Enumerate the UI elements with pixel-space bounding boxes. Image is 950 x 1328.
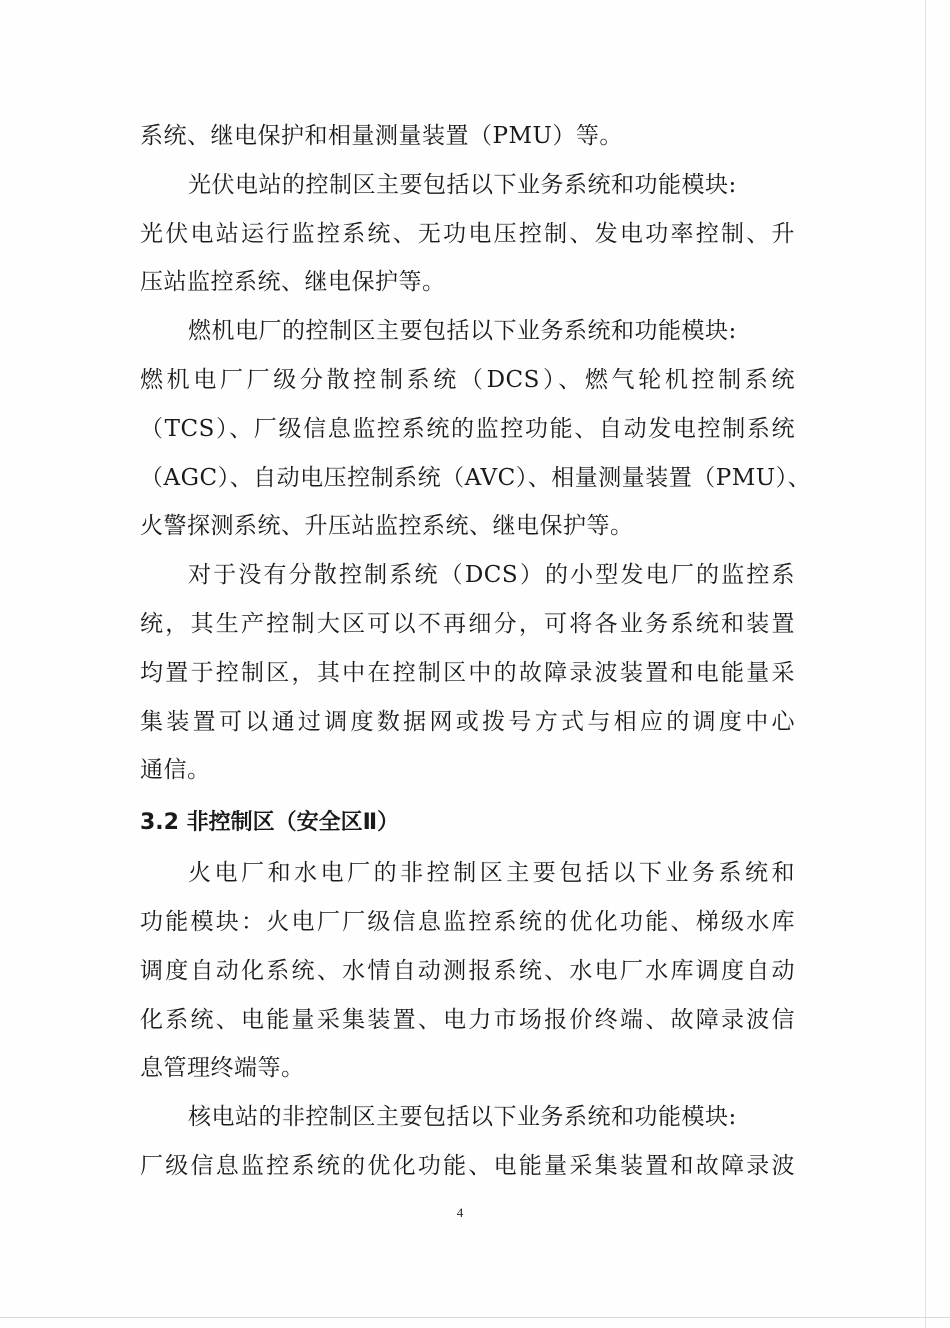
text-line: 对于没有分散控制系统（DCS）的小型发电厂的监控系: [188, 562, 795, 589]
text-line: 压站监控系统、继电保护等。: [140, 269, 446, 296]
text-line: 系统、继电保护和相量测量装置（PMU）等。: [140, 123, 623, 149]
section-heading: 3.2 非控制区（安全区Ⅱ）: [140, 810, 400, 836]
text-line: 核电站的非控制区主要包括以下业务系统和功能模块:: [188, 1104, 737, 1131]
text-line: 火警探测系统、升压站监控系统、继电保护等。: [140, 513, 634, 540]
page-number: 4: [456, 1205, 464, 1220]
text-line: 功能模块：火电厂厂级信息监控系统的优化功能、梯级水库: [140, 908, 795, 935]
scan-edge-divider: [0, 1317, 950, 1318]
text-line: 燃机电厂的控制区主要包括以下业务系统和功能模块:: [188, 318, 737, 345]
text-line: 通信。: [140, 757, 211, 784]
scan-edge-divider: [925, 0, 926, 1328]
text-line: 燃机电厂厂级分散控制系统（DCS）、燃气轮机控制系统: [140, 366, 795, 393]
text-line: 火电厂和水电厂的非控制区主要包括以下业务系统和: [188, 860, 795, 887]
text-line: （TCS）、厂级信息监控系统的监控功能、自动发电控制系统: [140, 415, 795, 442]
text-line: 息管理终端等。: [140, 1055, 305, 1082]
text-line: 厂级信息监控系统的优化功能、电能量采集装置和故障录波: [140, 1152, 795, 1179]
text-line: 统，其生产控制大区可以不再细分，可将各业务系统和装置: [140, 610, 795, 637]
text-line: 调度自动化系统、水情自动测报系统、水电厂水库调度自动: [140, 957, 795, 984]
page-body: [140, 112, 812, 1191]
text-line: 化系统、电能量采集装置、电力市场报价终端、故障录波信: [140, 1006, 795, 1033]
text-line: 光伏电站的控制区主要包括以下业务系统和功能模块:: [188, 171, 737, 198]
text-line: 光伏电站运行监控系统、无功电压控制、发电功率控制、升: [140, 220, 795, 247]
text-line: （AGC）、自动电压控制系统（AVC）、相量测量装置（PMU）、: [140, 464, 812, 491]
text-line: 均置于控制区，其中在控制区中的故障录波装置和电能量采: [140, 659, 795, 686]
text-line: 集装置可以通过调度数据网或拨号方式与相应的调度中心: [140, 708, 795, 735]
